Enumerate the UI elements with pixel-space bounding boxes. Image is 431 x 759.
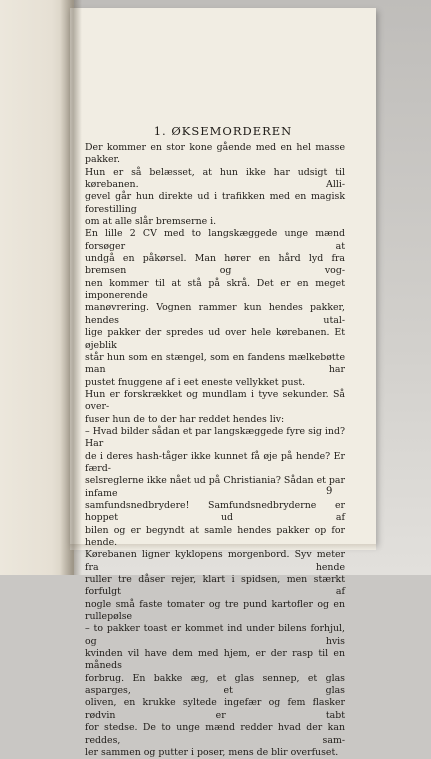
text-line: manøvrering. Vognen rammer kun hendes pakker, hendes utal- [85,302,345,326]
page-number: 9 [326,486,333,497]
text-line: selsreglerne ikke nået ud på Christiania? Sådan et par infame [85,475,345,499]
text-line: En lille 2 CV med to langskæggede unge mænd forsøger at [85,228,345,252]
text-line: forbrug. En bakke æg, et glas sennep, et glas asparges, et glas [85,672,345,697]
text-line: bilen og er begyndt at samle hendes pakker op for hende. [85,524,345,548]
body-text [85,142,345,759]
text-line: undgå en påkørsel. Man hører en hård lyd fra bremsen og vog- [85,253,345,277]
text-line: står hun som en stængel, som en fandens mælkebøtte man har [85,351,345,376]
text-line: – to pakker toast er kommet ind under bilens forhjul, og hvis [85,623,345,647]
text-line: Kørebanen ligner kyklopens morgenbord. Syv meter fra hende [85,549,345,573]
text-line: pustet fnuggene af i eet eneste vellykket pust. [85,376,306,388]
text-line: om at alle slår bremserne i. [85,216,217,228]
spine-shadow [60,0,82,575]
text-line: ler sammen og putter i poser, mens de blir overfuset. [85,746,339,758]
text-line: nen kommer til at stå på skrå. Det er en meget imponerende [85,277,345,302]
text-line: Der kommer en stor kone gående med en hel masse pakker. [85,142,345,166]
text-line: fuser hun de to der har reddet hendes liv: [85,413,285,425]
text-line: nogle små faste tomater og tre pund kartofler og en rullepølse [85,598,345,623]
text-line: kvinden vil have dem med hjem, er der rasp til en måneds [85,648,345,672]
text-line: oliven, en krukke syltede ingefær og fem flasker rødvin er tabt [85,697,345,721]
text-line: Hun er forskrækket og mundlam i tyve sekunder. Så over- [85,388,345,413]
text-line: lige pakker der spredes ud over hele kørebanen. Et øjeblik [85,327,345,351]
text-line: ruller tre dåser rejer, klart i spidsen, men stærkt forfulgt af [85,574,345,598]
text-line: – Hvad bilder sådan et par langskæggede fyre sig ind? Har [85,425,345,450]
text-line: gevel går hun direkte ud i trafikken med en magisk forestilling [85,191,345,215]
text-line: Hun er så belæsset, at hun ikke har udsigt til kørebanen. Alli- [85,166,345,191]
text-line: de i deres hash-tåger ikke kunnet få øje på hende? Er færd- [85,450,345,474]
text-line: samfundsnedbrydere! Samfundsnedbryderne er hoppet ud af [85,499,345,524]
chapter-title: 1. ØKSEMORDEREN [153,124,293,138]
text-line: for stedse. De to unge mænd redder hvad der kan reddes, sam- [85,722,345,746]
